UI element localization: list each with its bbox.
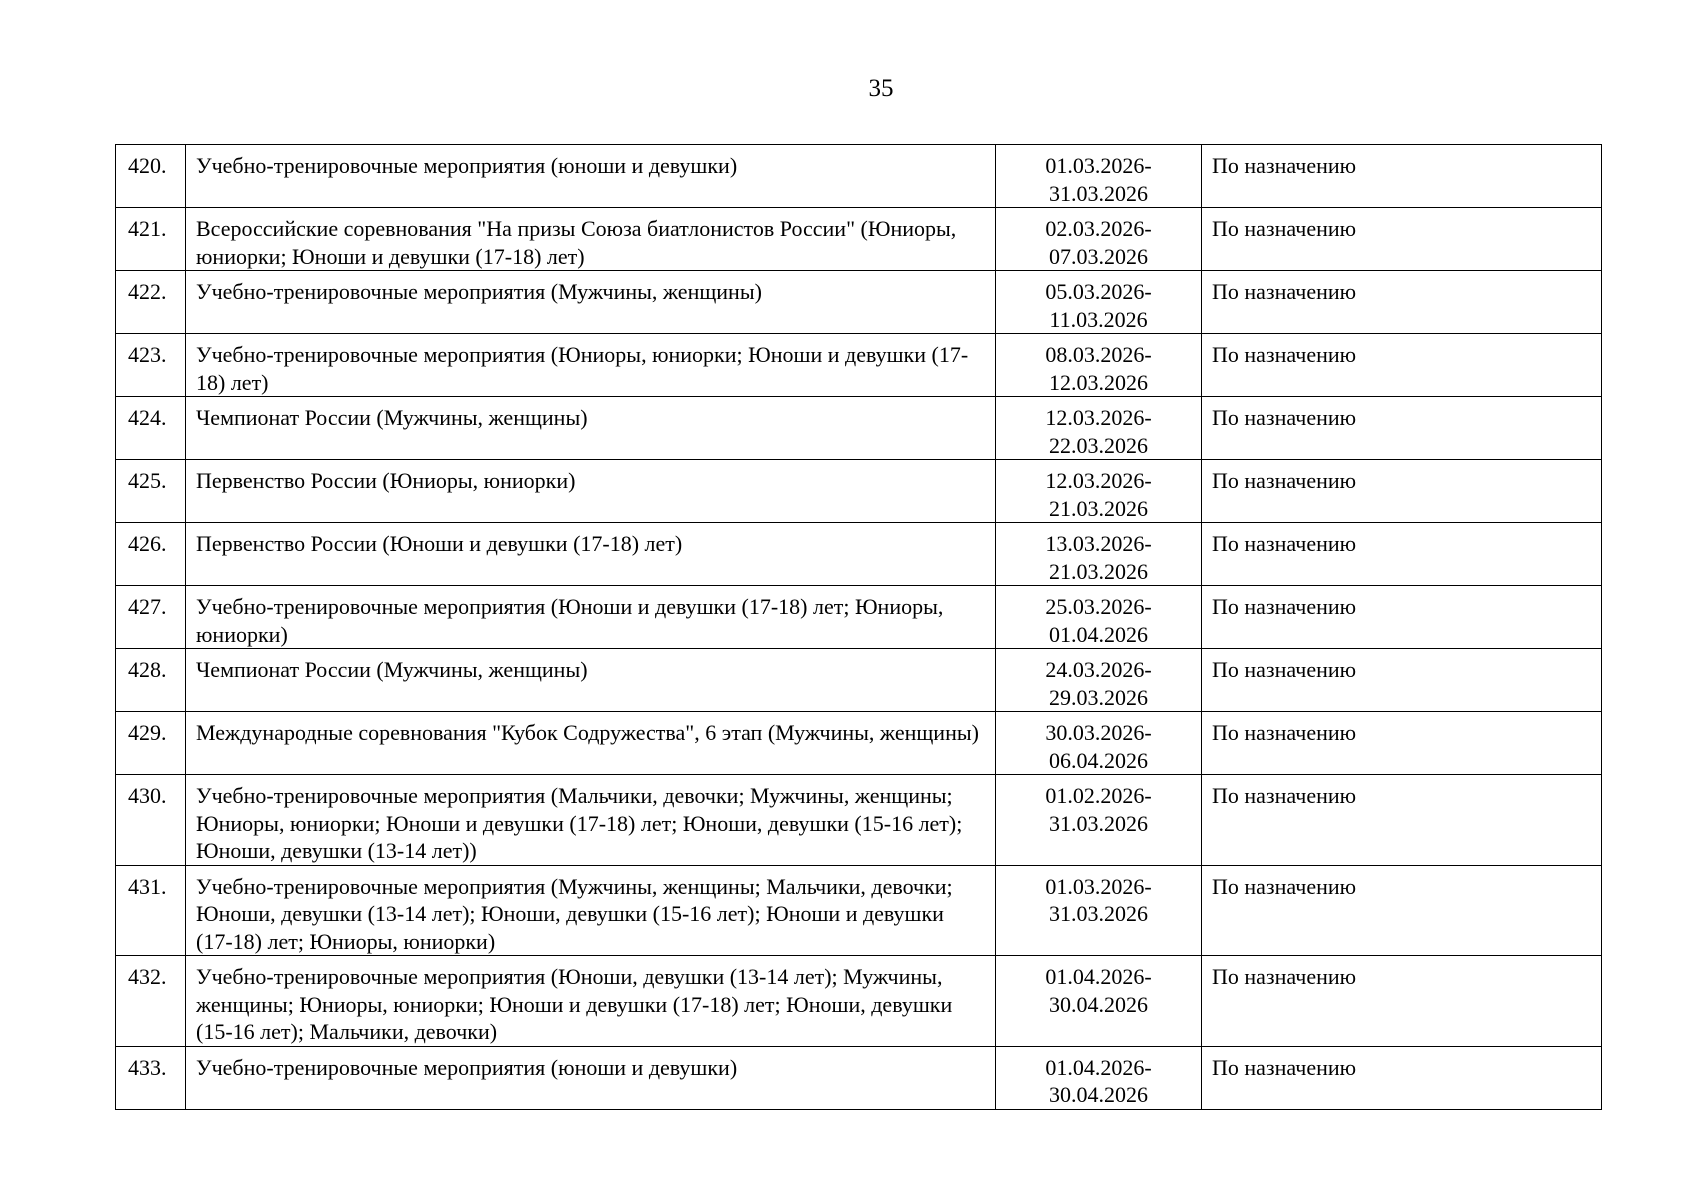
date-end: 31.03.2026	[1049, 810, 1148, 836]
event-dates	[996, 712, 1202, 775]
event-note: По назначению	[1202, 145, 1602, 208]
date-end: 12.03.2026	[1049, 369, 1148, 395]
event-note: По назначению	[1202, 271, 1602, 334]
date-end: 21.03.2026	[1049, 495, 1148, 521]
event-name: Учебно-тренировочные мероприятия (Мужчины, женщины)	[186, 271, 996, 334]
row-number: 425.	[116, 460, 186, 523]
table-body	[116, 145, 1602, 1110]
table-row	[116, 271, 1602, 334]
table-row	[116, 523, 1602, 586]
date-start: 01.04.2026-	[1045, 964, 1152, 989]
date-start: 12.03.2026-	[1045, 405, 1152, 430]
event-name: Всероссийские соревнования "На призы Союза биатлонистов России" (Юниоры, юниорки; Юноши и девушки (17-18) лет)	[186, 208, 996, 271]
event-note: По назначению	[1202, 775, 1602, 866]
date-end: 22.03.2026	[1049, 432, 1148, 458]
table-row	[116, 712, 1602, 775]
date-start: 01.02.2026-	[1045, 783, 1152, 808]
table-row	[116, 649, 1602, 712]
row-number: 420.	[116, 145, 186, 208]
event-name: Международные соревнования "Кубок Содружества", 6 этап (Мужчины, женщины)	[186, 712, 996, 775]
table-row	[116, 145, 1602, 208]
event-dates	[996, 586, 1202, 649]
row-number: 423.	[116, 334, 186, 397]
table-row	[116, 397, 1602, 460]
event-note: По назначению	[1202, 208, 1602, 271]
date-start: 30.03.2026-	[1045, 720, 1152, 745]
date-end: 30.04.2026	[1049, 1082, 1148, 1107]
row-number: 431.	[116, 865, 186, 956]
row-number: 422.	[116, 271, 186, 334]
date-end: 06.04.2026	[1049, 747, 1148, 773]
date-start: 05.03.2026-	[1045, 279, 1152, 304]
event-note: По назначению	[1202, 649, 1602, 712]
date-end: 29.03.2026	[1049, 684, 1148, 710]
event-dates	[996, 145, 1202, 208]
table-row	[116, 208, 1602, 271]
event-dates	[996, 397, 1202, 460]
date-start: 02.03.2026-	[1045, 216, 1152, 241]
date-end: 31.03.2026	[1049, 901, 1148, 926]
event-note: По назначению	[1202, 586, 1602, 649]
date-start: 01.04.2026-	[1045, 1054, 1152, 1080]
event-name: Учебно-тренировочные мероприятия (Мужчины, женщины; Мальчики, девочки; Юноши, девушки (13-14 лет); Юноши, девушки (15-16 лет); Юноши и девушки (17-18) лет; Юниоры, юниорки)	[186, 865, 996, 956]
event-name: Чемпионат России (Мужчины, женщины)	[186, 649, 996, 712]
event-note: По назначению	[1202, 865, 1602, 956]
event-dates	[996, 865, 1202, 956]
date-start: 25.03.2026-	[1045, 594, 1152, 619]
event-dates	[996, 1046, 1202, 1109]
event-dates	[996, 775, 1202, 866]
table-row	[116, 460, 1602, 523]
event-note: По назначению	[1202, 1046, 1602, 1109]
event-name: Учебно-тренировочные мероприятия (юноши и девушки)	[186, 1046, 996, 1109]
event-dates	[996, 271, 1202, 334]
date-start: 08.03.2026-	[1045, 342, 1152, 367]
row-number: 430.	[116, 775, 186, 866]
event-dates	[996, 208, 1202, 271]
date-start: 12.03.2026-	[1045, 468, 1152, 493]
event-dates	[996, 956, 1202, 1047]
table-row	[116, 586, 1602, 649]
events-table	[115, 144, 1602, 1110]
row-number: 429.	[116, 712, 186, 775]
event-dates	[996, 649, 1202, 712]
event-note: По назначению	[1202, 460, 1602, 523]
event-note: По назначению	[1202, 956, 1602, 1047]
date-end: 21.03.2026	[1049, 558, 1148, 584]
date-end: 07.03.2026	[1049, 243, 1148, 269]
event-name: Учебно-тренировочные мероприятия (Мальчики, девочки; Мужчины, женщины; Юниоры, юниорки; Юноши и девушки (17-18) лет; Юноши, девушки (15-16 лет); Юноши, девушки (13-14 лет))	[186, 775, 996, 866]
date-start: 01.03.2026-	[1045, 153, 1152, 178]
date-start: 13.03.2026-	[1045, 531, 1152, 556]
row-number: 427.	[116, 586, 186, 649]
date-end: 01.04.2026	[1049, 621, 1148, 647]
date-start: 24.03.2026-	[1045, 657, 1152, 682]
row-number: 428.	[116, 649, 186, 712]
row-number: 421.	[116, 208, 186, 271]
event-note: По назначению	[1202, 523, 1602, 586]
event-name: Учебно-тренировочные мероприятия (Юноши, девушки (13-14 лет); Мужчины, женщины; Юниоры, юниорки; Юноши и девушки (17-18) лет; Юноши, девушки (15-16 лет); Мальчики, девочки)	[186, 956, 996, 1047]
event-name: Учебно-тренировочные мероприятия (Юноши и девушки (17-18) лет; Юниоры, юниорки)	[186, 586, 996, 649]
event-note: По назначению	[1202, 397, 1602, 460]
table-row	[116, 1046, 1602, 1109]
event-name: Чемпионат России (Мужчины, женщины)	[186, 397, 996, 460]
table-row	[116, 956, 1602, 1047]
table-row	[116, 865, 1602, 956]
event-note: По назначению	[1202, 334, 1602, 397]
event-dates	[996, 334, 1202, 397]
date-end: 31.03.2026	[1049, 180, 1148, 206]
event-name: Учебно-тренировочные мероприятия (Юниоры, юниорки; Юноши и девушки (17-18) лет)	[186, 334, 996, 397]
table-row	[116, 775, 1602, 866]
date-end: 30.04.2026	[1049, 991, 1148, 1017]
row-number: 424.	[116, 397, 186, 460]
date-start: 01.03.2026-	[1045, 873, 1152, 899]
event-dates	[996, 460, 1202, 523]
table-row	[116, 334, 1602, 397]
page-number: 35	[868, 75, 894, 102]
event-name: Первенство России (Юноши и девушки (17-18) лет)	[186, 523, 996, 586]
row-number: 432.	[116, 956, 186, 1047]
row-number: 433.	[116, 1046, 186, 1109]
date-end: 11.03.2026	[1049, 306, 1148, 332]
event-note: По назначению	[1202, 712, 1602, 775]
row-number: 426.	[116, 523, 186, 586]
event-name: Учебно-тренировочные мероприятия (юноши и девушки)	[186, 145, 996, 208]
event-name: Первенство России (Юниоры, юниорки)	[186, 460, 996, 523]
event-dates	[996, 523, 1202, 586]
